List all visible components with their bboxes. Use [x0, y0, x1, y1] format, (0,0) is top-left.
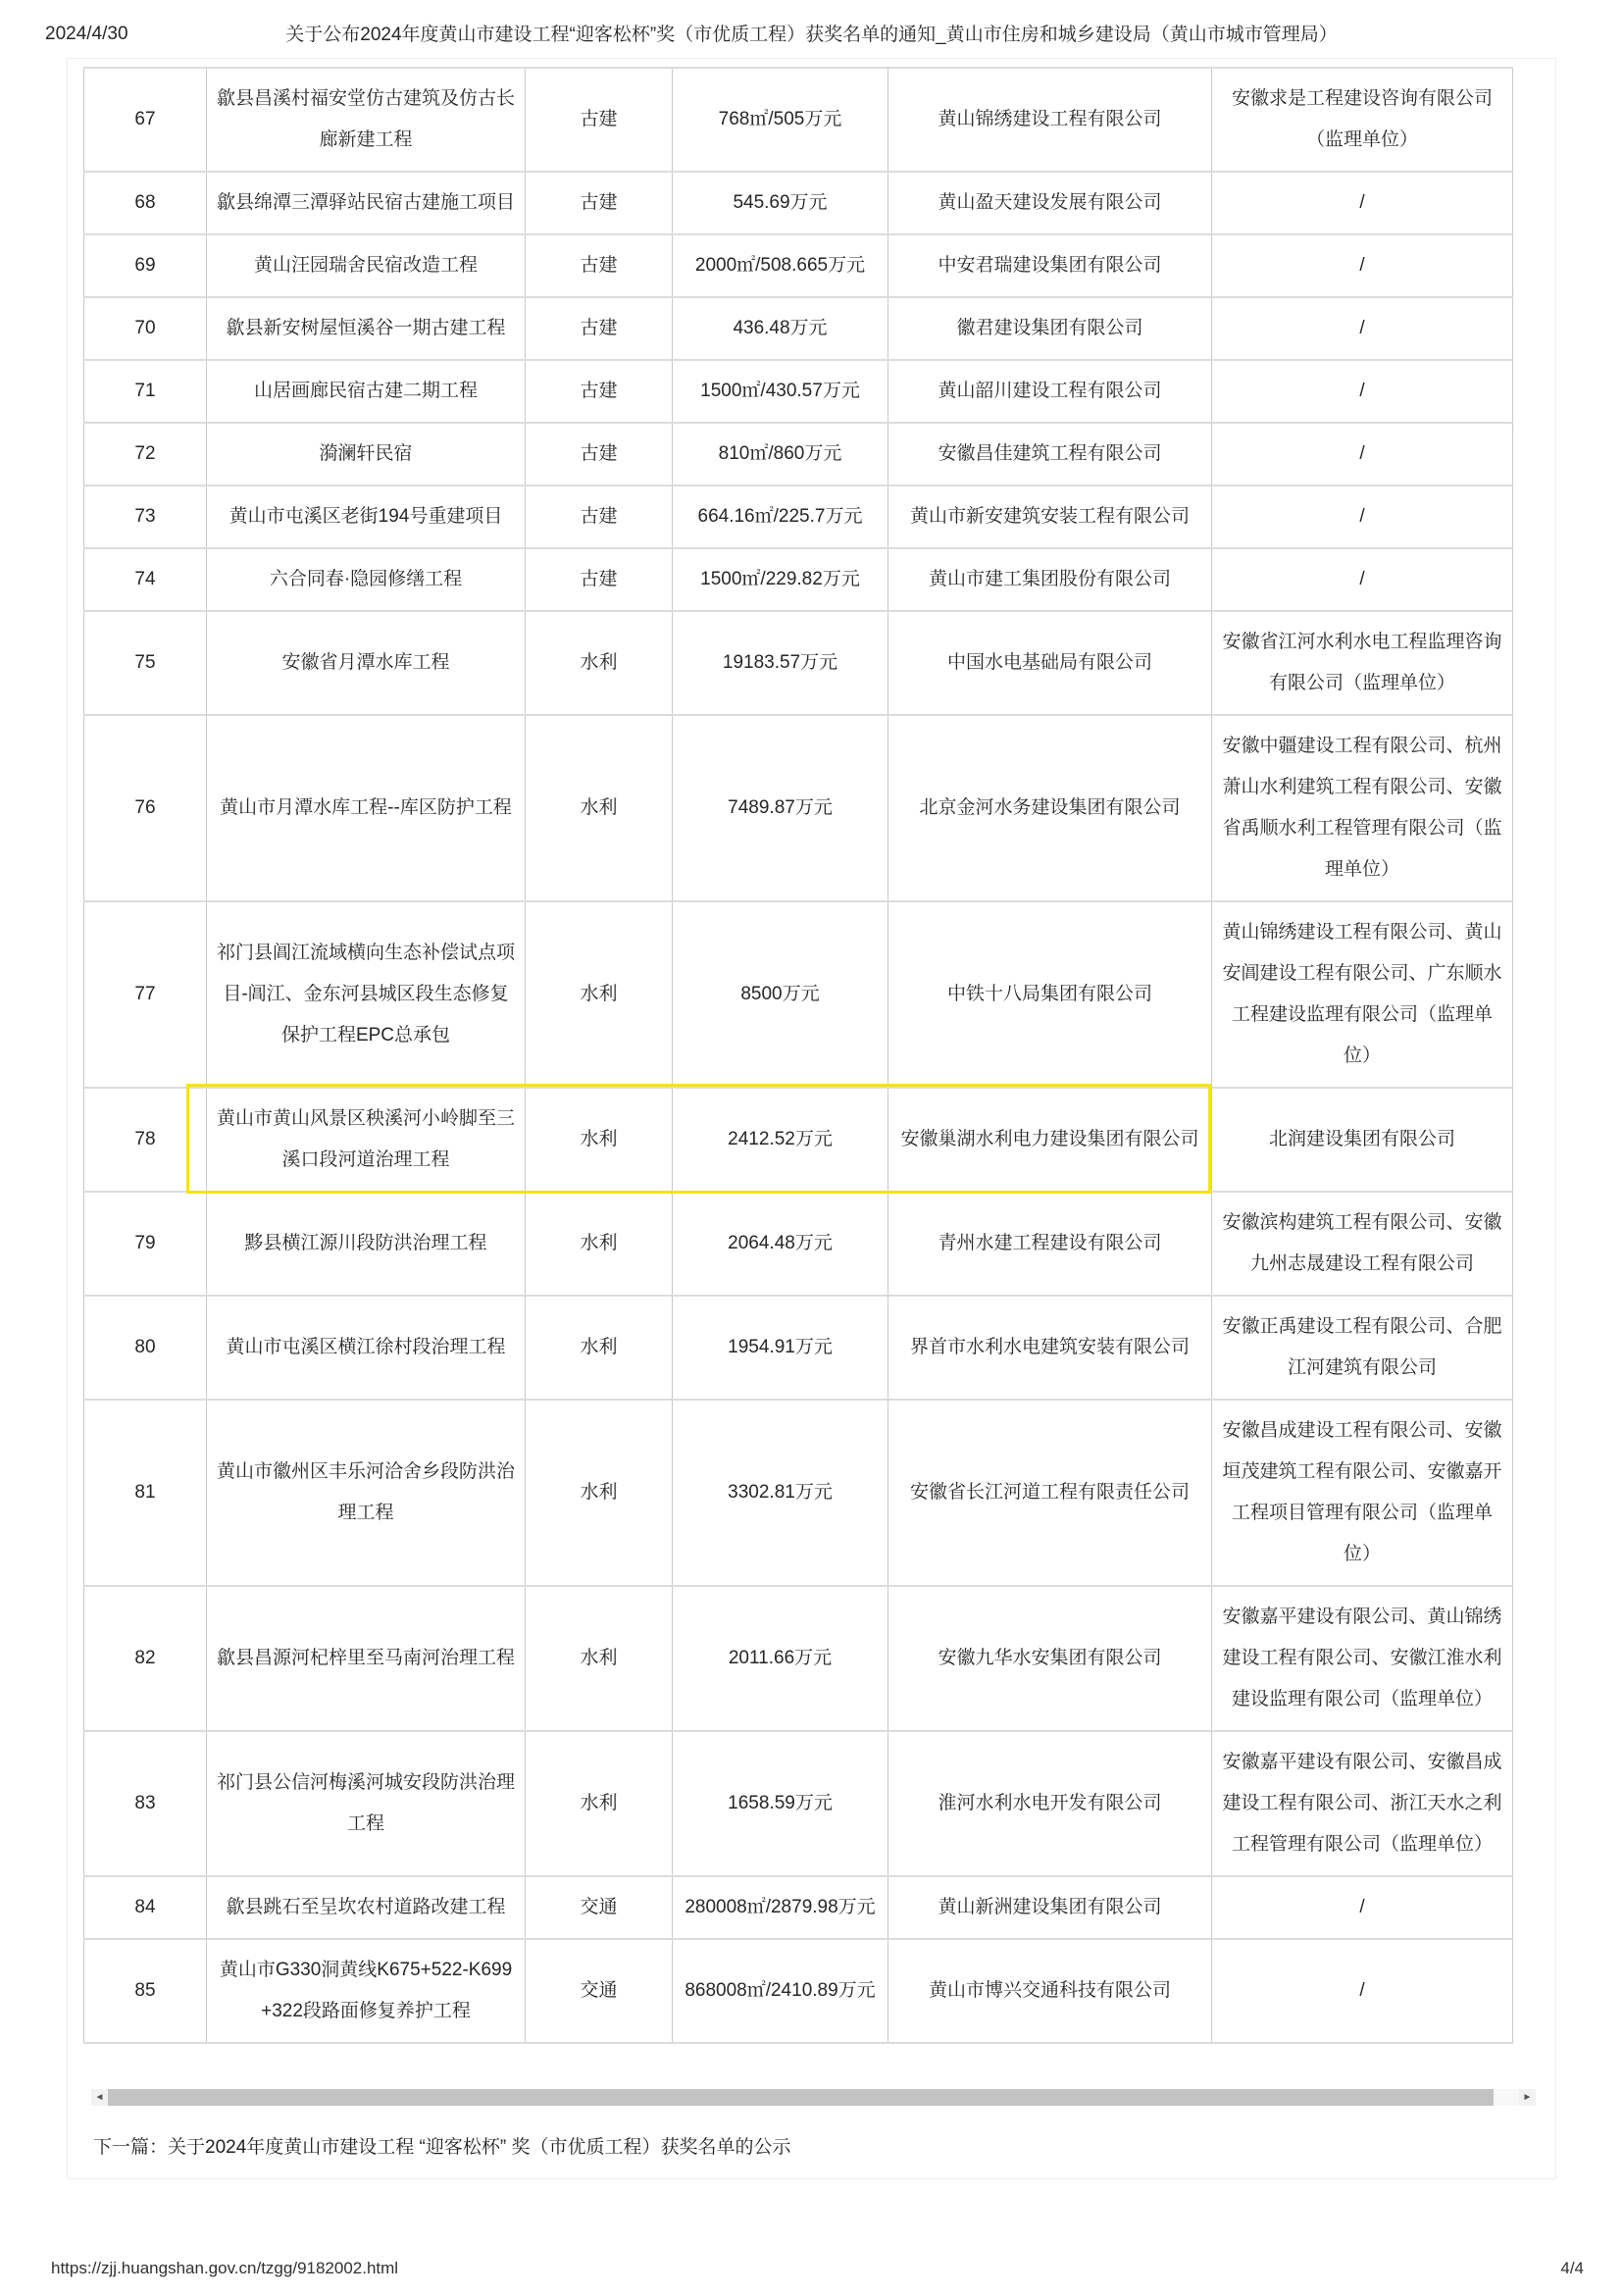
builder-cell: 黄山锦绣建设工程有限公司: [888, 68, 1212, 172]
category-cell: 交通: [526, 1876, 673, 1939]
row-number-cell: 84: [84, 1876, 207, 1939]
row-number-cell: 82: [84, 1586, 207, 1731]
supervisor-cell: 安徽嘉平建设有限公司、安徽昌成建设工程有限公司、浙江天水之利工程管理有限公司（监理单位）: [1212, 1731, 1513, 1876]
category-cell: 交通: [526, 1939, 673, 2043]
scrollbar-left-arrow-icon[interactable]: ◄: [91, 2089, 108, 2106]
builder-cell: 青州水建工程建设有限公司: [888, 1192, 1212, 1296]
project-name-cell: 漪澜轩民宿: [207, 423, 526, 485]
supervisor-cell: 安徽中疆建设工程有限公司、杭州萧山水利建筑工程有限公司、安徽省禹顺水利工程管理有限公司（监理单位）: [1212, 715, 1513, 901]
category-cell: 古建: [526, 297, 673, 360]
row-number-cell: 73: [84, 485, 207, 548]
row-number-cell: 80: [84, 1296, 207, 1400]
category-cell: 水利: [526, 1296, 673, 1400]
builder-cell: 北京金河水务建设集团有限公司: [888, 715, 1212, 901]
cost-cell: 7489.87万元: [673, 715, 888, 901]
builder-cell: 安徽巢湖水利电力建设集团有限公司: [888, 1088, 1212, 1192]
builder-cell: 黄山新洲建设集团有限公司: [888, 1876, 1212, 1939]
row-number-cell: 75: [84, 611, 207, 715]
cost-cell: 19183.57万元: [673, 611, 888, 715]
category-cell: 水利: [526, 611, 673, 715]
row-number-cell: 81: [84, 1400, 207, 1586]
supervisor-cell: 安徽求是工程建设咨询有限公司（监理单位）: [1212, 68, 1513, 172]
supervisor-cell: 黄山锦绣建设工程有限公司、黄山安阊建设工程有限公司、广东顺水工程建设监理有限公司（监理单位）: [1212, 901, 1513, 1088]
supervisor-cell: /: [1212, 297, 1513, 360]
category-cell: 水利: [526, 1192, 673, 1296]
category-cell: 水利: [526, 715, 673, 901]
table-row: [84, 1876, 1513, 1939]
cost-cell: 436.48万元: [673, 297, 888, 360]
builder-cell: 淮河水利水电开发有限公司: [888, 1731, 1212, 1876]
builder-cell: 黄山盈天建设发展有限公司: [888, 172, 1212, 234]
category-cell: 水利: [526, 1586, 673, 1731]
table-row: [84, 360, 1513, 423]
supervisor-cell: /: [1212, 548, 1513, 611]
category-cell: 水利: [526, 1400, 673, 1586]
builder-cell: 中安君瑞建设集团有限公司: [888, 234, 1212, 297]
project-name-cell: 山居画廊民宿古建二期工程: [207, 360, 526, 423]
project-name-cell: 黟县横江源川段防洪治理工程: [207, 1192, 526, 1296]
supervisor-cell: 安徽省江河水利水电工程监理咨询有限公司（监理单位）: [1212, 611, 1513, 715]
table-row: [84, 901, 1513, 1088]
builder-cell: 中国水电基础局有限公司: [888, 611, 1212, 715]
row-number-cell: 70: [84, 297, 207, 360]
cost-cell: 1658.59万元: [673, 1731, 888, 1876]
cost-cell: 1500㎡/430.57万元: [673, 360, 888, 423]
builder-cell: 安徽昌佳建筑工程有限公司: [888, 423, 1212, 485]
table-row: [84, 297, 1513, 360]
cost-cell: 664.16㎡/225.7万元: [673, 485, 888, 548]
builder-cell: 安徽九华水安集团有限公司: [888, 1586, 1212, 1731]
table-row: [84, 548, 1513, 611]
supervisor-cell: /: [1212, 234, 1513, 297]
project-name-cell: 黄山市黄山风景区秧溪河小岭脚至三溪口段河道治理工程: [207, 1088, 526, 1192]
table-row: [84, 1586, 1513, 1731]
cost-cell: 2000㎡/508.665万元: [673, 234, 888, 297]
builder-cell: 安徽省长江河道工程有限责任公司: [888, 1400, 1212, 1586]
builder-cell: 界首市水利水电建筑安装有限公司: [888, 1296, 1212, 1400]
project-name-cell: 黄山市屯溪区横江徐村段治理工程: [207, 1296, 526, 1400]
scrollbar-thumb[interactable]: [108, 2089, 1494, 2106]
project-name-cell: 祁门县公信河梅溪河城安段防洪治理工程: [207, 1731, 526, 1876]
table-row: [84, 1296, 1513, 1400]
cost-cell: 868008㎡/2410.89万元: [673, 1939, 888, 2043]
supervisor-cell: 安徽正禹建设工程有限公司、合肥江河建筑有限公司: [1212, 1296, 1513, 1400]
category-cell: 古建: [526, 172, 673, 234]
table-row: [84, 172, 1513, 234]
cost-cell: 545.69万元: [673, 172, 888, 234]
cost-cell: 2011.66万元: [673, 1586, 888, 1731]
row-number-cell: 85: [84, 1939, 207, 2043]
supervisor-cell: /: [1212, 360, 1513, 423]
table-row: [84, 1400, 1513, 1586]
scrollbar-right-arrow-icon[interactable]: ►: [1519, 2089, 1536, 2106]
project-name-cell: 歙县跳石至呈坎农村道路改建工程: [207, 1876, 526, 1939]
table-row: [84, 1939, 1513, 2043]
awards-table: [83, 67, 1513, 2044]
table-row: [84, 1731, 1513, 1876]
supervisor-cell: /: [1212, 485, 1513, 548]
category-cell: 古建: [526, 548, 673, 611]
category-cell: 古建: [526, 360, 673, 423]
supervisor-cell: /: [1212, 172, 1513, 234]
supervisor-cell: 安徽昌成建设工程有限公司、安徽垣茂建筑工程有限公司、安徽嘉开工程项目管理有限公司（监理单位）: [1212, 1400, 1513, 1586]
project-name-cell: 祁门县阊江流域横向生态补偿试点项目-阊江、金东河县城区段生态修复保护工程EPC总承包: [207, 901, 526, 1088]
table-row: [84, 611, 1513, 715]
table-row: [84, 485, 1513, 548]
supervisor-cell: /: [1212, 1876, 1513, 1939]
print-date: 2024/4/30: [45, 24, 128, 44]
page-number: 4/4: [1560, 2259, 1584, 2277]
cost-cell: 1954.91万元: [673, 1296, 888, 1400]
project-name-cell: 黄山市徽州区丰乐河洽舍乡段防洪治理工程: [207, 1400, 526, 1586]
category-cell: 水利: [526, 901, 673, 1088]
footer-url: https://zjj.huangshan.gov.cn/tzgg/9182002.html: [51, 2259, 399, 2277]
row-number-cell: 74: [84, 548, 207, 611]
project-name-cell: 歙县昌溪村福安堂仿古建筑及仿古长廊新建工程: [207, 68, 526, 172]
article-content: [67, 58, 1556, 2180]
row-number-cell: 67: [84, 68, 207, 172]
row-number-cell: 68: [84, 172, 207, 234]
table-row: [84, 68, 1513, 172]
cost-cell: 8500万元: [673, 901, 888, 1088]
project-name-cell: 歙县绵潭三潭驿站民宿古建施工项目: [207, 172, 526, 234]
project-name-cell: 歙县昌源河杞梓里至马南河治理工程: [207, 1586, 526, 1731]
supervisor-cell: /: [1212, 1939, 1513, 2043]
category-cell: 古建: [526, 423, 673, 485]
row-number-cell: 71: [84, 360, 207, 423]
builder-cell: 黄山韶川建设工程有限公司: [888, 360, 1212, 423]
supervisor-cell: 安徽嘉平建设有限公司、黄山锦绣建设工程有限公司、安徽江淮水利建设监理有限公司（监理单位）: [1212, 1586, 1513, 1731]
supervisor-cell: /: [1212, 423, 1513, 485]
row-number-cell: 69: [84, 234, 207, 297]
print-header: [0, 0, 1623, 54]
category-cell: 水利: [526, 1088, 673, 1192]
projects-table-body: [84, 68, 1513, 2043]
table-row: [84, 715, 1513, 901]
cost-cell: 810㎡/860万元: [673, 423, 888, 485]
cost-cell: 768㎡/505万元: [673, 68, 888, 172]
category-cell: 古建: [526, 68, 673, 172]
project-name-cell: 歙县新安树屋恒溪谷一期古建工程: [207, 297, 526, 360]
builder-cell: 黄山市博兴交通科技有限公司: [888, 1939, 1212, 2043]
table-row: [84, 423, 1513, 485]
row-number-cell: 77: [84, 901, 207, 1088]
project-name-cell: 黄山市月潭水库工程--库区防护工程: [207, 715, 526, 901]
print-footer: [51, 2259, 1584, 2278]
builder-cell: 徽君建设集团有限公司: [888, 297, 1212, 360]
table-wrapper: [83, 67, 1542, 2044]
project-name-cell: 六合同春·隐园修缮工程: [207, 548, 526, 611]
row-number-cell: 78: [84, 1088, 207, 1192]
table-row: [84, 1192, 1513, 1296]
builder-cell: 黄山市建工集团股份有限公司: [888, 548, 1212, 611]
horizontal-scrollbar[interactable]: [91, 2089, 1536, 2106]
builder-cell: 中铁十八局集团有限公司: [888, 901, 1212, 1088]
project-name-cell: 黄山汪园瑞舍民宿改造工程: [207, 234, 526, 297]
row-number-cell: 83: [84, 1731, 207, 1876]
row-number-cell: 76: [84, 715, 207, 901]
table-row: [84, 1088, 1513, 1192]
page-title: 关于公布2024年度黄山市建设工程“迎客松杯”奖（市优质工程）获奖名单的通知_黄山市住房和城乡建设局（黄山市城市管理局）: [285, 25, 1338, 45]
category-cell: 古建: [526, 485, 673, 548]
row-number-cell: 72: [84, 423, 207, 485]
next-article-link[interactable]: 下一篇：关于2024年度黄山市建设工程 “迎客松杯” 奖（市优质工程）获奖名单的公示: [93, 2136, 791, 2158]
cost-cell: 3302.81万元: [673, 1400, 888, 1586]
cost-cell: 280008㎡/2879.98万元: [673, 1876, 888, 1939]
project-name-cell: 安徽省月潭水库工程: [207, 611, 526, 715]
row-number-cell: 79: [84, 1192, 207, 1296]
supervisor-cell: 北润建设集团有限公司: [1212, 1088, 1513, 1192]
supervisor-cell: 安徽滨构建筑工程有限公司、安徽九州志晟建设工程有限公司: [1212, 1192, 1513, 1296]
cost-cell: 2412.52万元: [673, 1088, 888, 1192]
category-cell: 古建: [526, 234, 673, 297]
project-name-cell: 黄山市G330洞黄线K675+522-K699+322段路面修复养护工程: [207, 1939, 526, 2043]
table-row: [84, 234, 1513, 297]
builder-cell: 黄山市新安建筑安装工程有限公司: [888, 485, 1212, 548]
cost-cell: 2064.48万元: [673, 1192, 888, 1296]
cost-cell: 1500㎡/229.82万元: [673, 548, 888, 611]
project-name-cell: 黄山市屯溪区老街194号重建项目: [207, 485, 526, 548]
category-cell: 水利: [526, 1731, 673, 1876]
